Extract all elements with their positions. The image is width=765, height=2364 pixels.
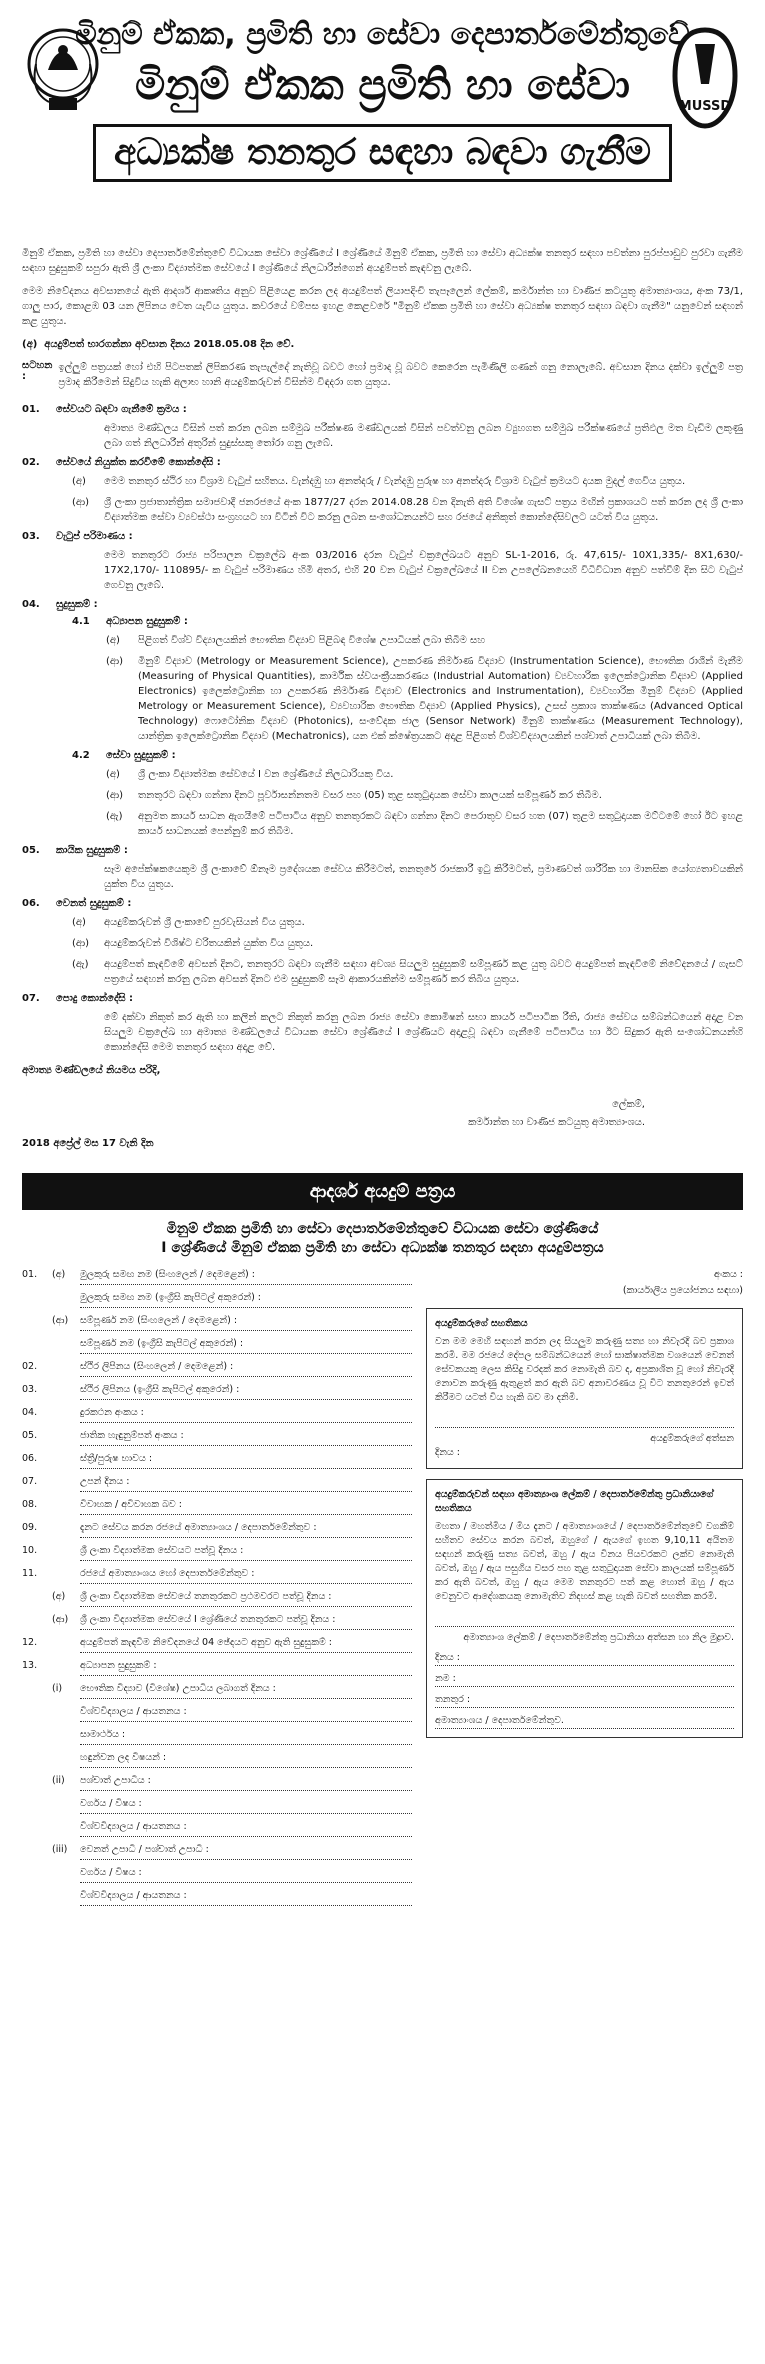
field-label: භෞතික විද්‍යාව (විශේෂ) උපාධිය ලබාගත් දිනය : — [80, 1682, 412, 1699]
field-number: 11. — [22, 1568, 38, 1579]
department-line: මිනුම් ඒකක, ප්‍රමිති හා සේවා දෙපාර්තමේන්තුවේ — [75, 17, 690, 52]
note-text: ඉල්ලුම් පත්‍රයක් හෝ එහි පිටපතක් ලිපිකරණ තැපැල්දේ නැතිවූ බවට හෝ ප්‍රමාද වූ බවට කෙරෙන පැමිණිලි ගණන් ගනු නොලැබේ. අවසාන දිනය දක්වා ඉල්ලුම් පත්‍ර ප්‍රමාද කිරීමෙන් සිදුවිය හැකි අලාභ හානි අයදුම්කරුවන් විසින්ම විඳදරා ගත යුතුය. — [58, 362, 743, 388]
logo-text: MUSSD — [678, 99, 732, 114]
field-label: විශ්වවිද්‍යාලය / ආයතනය : — [80, 1820, 412, 1837]
field-number — [22, 1889, 46, 1906]
section-number: 06. — [22, 898, 40, 909]
item-label: (ආ) — [72, 938, 90, 949]
field-number — [22, 1843, 46, 1860]
field-sublabel — [52, 1567, 74, 1584]
item-label: (ඇ) — [106, 811, 123, 822]
field-sublabel — [52, 1797, 74, 1814]
form-field[interactable] — [22, 1475, 412, 1492]
closing-date: (අ) අයදුම්පත් භාරගන්නා අවසාන දිනය 2018.05.08 දින වේ. — [22, 339, 295, 350]
item-text: මිනුම් විද්‍යාව (Metrology or Measurement Science), උපකරණ නිර්මාණ විද්‍යාව (Instrumentation Science), භෞතික රාශීන් මැනීම (Measuring of Physical Quantities), කාර්මික ස්වයංක්‍රීයකරණය (Industrial Automation) ව්‍යවහාරික ඉලෙක්ට්‍රොනික විද්‍යාව (Applied Electronics) ඉලෙක්ට්‍රොනික හා උපකරණ නිර්මාණ විද්‍යාව (Electronics and Instrumentation), ව්‍යවහාරික මිනුම් විද්‍යාව (Applied Metrology or Measurement Science), ව්‍යවහාරික භෞතික විද්‍යාව (Applied Physics), උසස් ප්‍රකාශ තාක්ෂණය (Advanced Optical Technology) ෆොටෝනික විද්‍යාව (Photonics), සංවේදක ජාල (Sensor Network) මිනුම් තාක්ෂණය (Measurement Technology), යාන්ත්‍රික ඉලෙක්ට්‍රොනික විද්‍යාව (Mechatronics), යන එක් ක්ෂේත්‍රයකට අදාළ පිළිගත් විශ්වවිද්‍යාලයකින් පශ්චාත් උපාධියක් ලබා තිබීම. — [138, 656, 743, 742]
form-field[interactable] — [22, 1314, 412, 1331]
intro-paragraph: මිනුම් ඒකක, ප්‍රමිති හා සේවා දෙපාර්තමේන්තුවේ විධායක සේවා ශ්‍රේණියේ I ශ්‍රේණියේ මිනුම් ඒකක, ප්‍රමිති හා සේවා අධ්‍යක්ෂ තනතුර සඳහා පවත්නා පුරප්පාඩුව පුරවා ගැනීම සඳහා සුදුසුකම් සපුරා ඇති ශ්‍රී ලංකා විද්‍යාත්මක සේවයේ I ශ්‍රේණියේ නිලධාරීන්ගෙන් අයදුම්පත් කැඳවනු ලැබේ. — [22, 248, 743, 274]
page-subtitle: අධ්‍යක්ෂ තනතුර සඳහා බඳවා ගැනීම — [93, 124, 672, 182]
section-title — [10, 845, 755, 856]
sections-2 — [10, 845, 755, 1055]
form-field[interactable] — [22, 1659, 412, 1676]
section-body — [10, 862, 755, 892]
section-heading: පොදු කොන්දේසි : — [56, 993, 134, 1004]
form-field[interactable] — [22, 1866, 412, 1883]
signature-block — [10, 1096, 755, 1132]
section — [10, 457, 755, 525]
section — [10, 531, 755, 593]
form-field[interactable] — [22, 1383, 412, 1400]
section-heading: සේවයේ නියුක්ත කරවීමේ කොන්දේසි : — [56, 457, 221, 468]
item-text: අමාත්‍ය මණ්ඩලය විසින් පත් කරන ලබන සම්මුඛ පරීක්ෂණ මණ්ඩලයක් විසින් පවත්වනු ලබන ව්‍යුහගත සම්මුඛ පරීක්ෂණයේ ප්‍රතිඵල මත වැඩිම ලකුණු ලබා ගත් නිලධාරීන් අතුරින් සුදුස්සකු තෝරා ගනු ලැබේ. — [104, 423, 743, 449]
section-item — [72, 421, 743, 451]
form-certificates — [426, 1268, 743, 1912]
field-sublabel — [52, 1659, 74, 1676]
field-label: විශ්වවිද්‍යාලය / ආයතනය : — [80, 1705, 412, 1722]
qualification-item — [106, 654, 743, 744]
field-sublabel — [52, 1866, 74, 1883]
field-sublabel — [52, 1475, 74, 1492]
field-sublabel: (ආ) — [52, 1614, 69, 1625]
item-label: (අ) — [72, 917, 86, 928]
form-field[interactable] — [22, 1429, 412, 1446]
section-item — [72, 936, 743, 951]
form-field[interactable] — [22, 1820, 412, 1837]
section-title — [10, 898, 755, 909]
intro-paragraph: මෙම නිවේදනය අවසානයේ ඇති ආදර්ශ ආකෘතිය අනුව පිළියෙළ කරන ලද අයදුම්පත් ලියාපදිංචි තැපෑලෙන් ලේකම්, කර්මාන්ත හා වාණිජ කටයුතු අමාත්‍යාංශය, අංක 73/1, ගාලු පාර, කොළඹ 03 යන ලිපිනය වෙත යැවිය යුතුය. කවරයේ වම්පස ඉහළ කෙළවරේ "මිනුම් ඒකක ප්‍රමිති හා සේවා අධ්‍යක්ෂ තනතුර සඳහා බඳවා ගැනීම" යනුවෙන් සඳහන් කළ යුතුය. — [22, 286, 743, 327]
section — [10, 845, 755, 892]
field-number — [22, 1337, 46, 1354]
field-sublabel: (i) — [52, 1683, 63, 1694]
section-body — [10, 548, 755, 593]
field-number: 13. — [22, 1660, 38, 1671]
footer-field[interactable]: අමාත්‍යාංශය / දෙපාර්තමේන්තුව. — [435, 1714, 734, 1729]
mussd-logo-icon — [669, 24, 741, 134]
section-number: 05. — [22, 845, 40, 856]
applicant-certificate: අයදුම්කරුගේ සහතිකය වන මම මෙහි සඳහන් කරන ලද සියලුම කරුණු සත්‍ය හා නිවැරදි බව ප්‍රකාශ කරමි. මම රජයේ දේපල සම්බන්ධයෙන් හෝ සාක්ෂාත්මක වශයෙන් වෙනත් සේවකයකු ලෙස කිසිදු වරදක් කර නොමැති බව ද, අප්‍රකාශිත වූ හෝ නිවැරදි නොවන කරුණු ඇතුළත් කර ඇති බව අනාවරණය වූ විට තනතුරෙන් ඉවත් කිරීමට යටත් විය හැකි බව මා දනිමි. අයදුම්කරුගේ අත්සන දිනය : — [426, 1308, 743, 1469]
section-heading: වෙනත් සුදුසුකම් : — [56, 898, 132, 909]
form-field[interactable] — [22, 1291, 412, 1308]
field-label: ශ්‍රී ලංකා විද්‍යාත්මක සේවයේ I ශ්‍රේණියේ තනතුරකට පත්වූ දිනය : — [80, 1613, 412, 1630]
applicant-signature-line[interactable] — [435, 1413, 734, 1428]
field-label: ජාතික හැඳුනුම්පත් අංකය : — [80, 1429, 412, 1446]
form-field[interactable] — [22, 1682, 412, 1699]
field-number — [22, 1314, 46, 1331]
form-field[interactable] — [22, 1613, 412, 1630]
education-qualifications — [72, 633, 743, 744]
form-field[interactable] — [22, 1590, 412, 1607]
footer-field[interactable]: තනතුර : — [435, 1693, 734, 1708]
qualification-item — [106, 767, 743, 782]
field-label: දැනට සේවය කරන රජයේ අමාත්‍යාංශය / දෙපාර්තමේන්තුව : — [80, 1521, 412, 1538]
field-number: 02. — [22, 1361, 38, 1372]
item-label: (ආ) — [72, 497, 90, 508]
form-field[interactable] — [22, 1498, 412, 1515]
field-number — [22, 1751, 46, 1768]
item-label: (අ) — [106, 769, 120, 780]
section-item — [72, 1010, 743, 1055]
field-number: 08. — [22, 1499, 38, 1510]
field-sublabel — [52, 1705, 74, 1722]
item-label: (ආ) — [106, 790, 124, 801]
form-field[interactable] — [22, 1705, 412, 1722]
section-title — [10, 457, 755, 468]
field-sublabel — [52, 1360, 74, 1377]
field-number: 03. — [22, 1384, 38, 1395]
field-sublabel — [52, 1636, 74, 1653]
section-item — [72, 474, 743, 489]
section-heading: සේවයට බඳවා ගැනීමේ ක්‍රමය : — [56, 404, 187, 415]
field-label: සම්පූර්ණ නම (ඉංග්‍රීසි කැපිටල් අකුරෙන්) : — [80, 1337, 412, 1354]
field-sublabel — [52, 1820, 74, 1837]
section — [10, 898, 755, 987]
service-qualifications — [72, 767, 743, 839]
office-use-number: අංකය : — [713, 1269, 743, 1280]
section-item — [72, 495, 743, 525]
field-number: 10. — [22, 1545, 38, 1556]
signature-role: ලේකම්, — [612, 1099, 645, 1110]
field-sublabel — [52, 1452, 74, 1469]
form-field[interactable] — [22, 1337, 412, 1354]
item-text: අයදුම්කරුවන් විශිෂ්ට චරිතයකින් යුක්ත විය යුතුය. — [104, 938, 314, 949]
item-text: ශ්‍රී ලංකා විද්‍යාත්මක සේවයේ I වන ශ්‍රේණියේ නිලධාරියකු විය. — [138, 769, 394, 780]
field-label: වෙනත් උපාධි / පශ්චාත් උපාධි : — [80, 1843, 412, 1860]
field-number: 05. — [22, 1430, 38, 1441]
field-label: ශ්‍රී ලංකා විද්‍යාත්මක සේවයේ තනතුරකට ප්‍රථමවරට පත්වූ දිනය : — [80, 1590, 412, 1607]
field-number: 12. — [22, 1637, 38, 1648]
section-item — [72, 862, 743, 892]
note-label: සටහන : — [22, 360, 53, 382]
field-number: 01. — [22, 1269, 38, 1280]
field-label: අධ්‍යාපන සුදුසුකම් : — [80, 1659, 412, 1676]
field-label: රජයේ අමාත්‍යාංශය හෝ දෙපාර්තමේන්තුව : — [80, 1567, 412, 1584]
form-field[interactable] — [22, 1636, 412, 1653]
field-sublabel: (අ) — [52, 1591, 66, 1602]
section-qualifications: 04. සුදුසුකම් : 4.1 අධ්‍යාපන සුදුසුකම් : (අ) පිළිගත් විශ්ව විද්‍යාලයකින් භෞතික විද්‍යාව පිළිබඳ විශේෂ උපාධියක් ලබා තිබීම සහ (ආ) මිනුම් විද්‍යාව (Metrology or Measurement Science), උපකරණ නිර්මාණ විද්‍යාව (Instrumentation Science), භෞතික රාශීන් මැනීම (Measuring of Physical Quantities), කාර්මික ස්වයංක්‍රීයකරණය (Industrial Automation) ව්‍යවහාරික ඉලෙක්ට්‍රොනික විද්‍යාව (Applied Electronics) ඉලෙක්ට්‍රොනික හා උපකරණ නිර්මාණ විද්‍යාව (Electronics and Instrumentation), ව්‍යවහාරික මිනුම් විද්‍යාව (Applied Metrology or Measurement Science), ව්‍යවහාරික භෞතික විද්‍යාව (Applied Physics), උසස් ප්‍රකාශ තාක්ෂණය (Advanced Optical Technology) ෆොටෝනික විද්‍යාව (Photonics), සංවේදක ජාල (Sensor Network) මිනුම් තාක්ෂණය (Measurement Technology), යාන්ත්‍රික ඉලෙක්ට්‍රොනික විද්‍යාව (Mechatronics), යන එක් ක්ෂේත්‍රයකට අදාළ පිළිගත් විශ්වවිද්‍යාලයකින් පශ්චාත් උපාධියක් ලබා තිබීම. 4.2 සේවා සුදුසුකම් : (අ) ශ්‍රී ලංකා විද්‍යාත්මක සේවයේ I වන ශ්‍රේණියේ නිලධාරියකු විය. (ආ) තනතුරට බඳවා ගන්නා දිනට පූර්වාසන්නතම වසර පහ (05) තුළ සතුටුදායක සේවා කාලයක් සම්පූර්ණ කර තිබීම. (ඇ) අනුමත කාර්ය සාධන ඇගයීමේ පටිපාටිය අනුව තනතුරකට බඳවා ගන්නා දිනට පෙරාතුව වසර හත (07) තුළම සතුටුදායක මට්ටමේ හෝ ඊට ඉහළ කාර්ය සාධනයක් පෙන්නුම් කර තිබීම. — [22, 599, 743, 837]
note — [10, 360, 755, 398]
head-signature-line[interactable] — [435, 1612, 734, 1627]
field-label: ස්ථිර ලිපිනය (සිංහලෙන් / දෙමළෙන්) : — [80, 1360, 412, 1377]
section-title — [10, 404, 755, 415]
item-label — [72, 421, 96, 451]
field-label: සාමාර්ථය : — [80, 1728, 412, 1745]
section-item — [72, 915, 743, 930]
section — [10, 993, 755, 1055]
form-field[interactable] — [22, 1406, 412, 1423]
field-sublabel — [52, 1521, 74, 1538]
field-number: 09. — [22, 1522, 38, 1533]
section-number: 01. — [22, 404, 40, 415]
field-number — [22, 1728, 46, 1745]
field-number — [22, 1682, 46, 1699]
field-sublabel: (අ) — [52, 1269, 66, 1280]
field-number — [22, 1866, 46, 1883]
application-form — [10, 1268, 755, 1912]
section-number: 02. — [22, 457, 40, 468]
header — [10, 16, 755, 246]
footer-field[interactable]: නම : — [435, 1672, 734, 1687]
sri-lanka-emblem-icon — [24, 22, 102, 117]
field-sublabel — [52, 1383, 74, 1400]
form-field[interactable] — [22, 1843, 412, 1860]
field-number — [22, 1613, 46, 1630]
field-label: දුරකථන අංකය : — [80, 1406, 412, 1423]
form-field[interactable] — [22, 1889, 412, 1906]
section-heading: කායික සුදුසුකම් : — [56, 845, 128, 856]
item-label: (ඇ) — [72, 959, 89, 970]
field-label: මුලකුරු සමඟ නම (සිංහලෙන් / දෙමළෙන්) : — [80, 1268, 412, 1285]
item-text: පිළිගත් විශ්ව විද්‍යාලයකින් භෞතික විද්‍යාව පිළිබඳ විශේෂ උපාධියක් ලබා තිබීම සහ — [138, 635, 486, 646]
section-item — [72, 548, 743, 593]
section — [10, 404, 755, 451]
item-label: (අ) — [72, 476, 86, 487]
item-label — [72, 1010, 96, 1055]
field-label: වර්ගය / විෂය : — [80, 1866, 412, 1883]
section-number: 07. — [22, 993, 40, 1004]
field-label: උපන් දිනය : — [80, 1475, 412, 1492]
field-number — [22, 1774, 46, 1791]
field-number: 07. — [22, 1476, 38, 1487]
page-title: මිනුම් ඒකක ප්‍රමිති හා සේවා — [135, 60, 630, 109]
field-label: විවාහක / අවිවාහක බව : — [80, 1498, 412, 1515]
item-text: සෑම අපේක්ෂකයෙකුම ශ්‍රී ලංකාවේ ඕනෑම ප්‍රදේශයක සේවය කිරීමටත්, තනතුරේ රාජකාරී ඉටු කිරීමටත්, ප්‍රමාණවත් ශාරීරික හා මානසික යෝග්‍යතාවයකින් යුක්ත විය යුතුය. — [104, 864, 743, 890]
field-sublabel — [52, 1406, 74, 1423]
field-sublabel — [52, 1751, 74, 1768]
item-text: මෙම තනතුර ස්ථිර හා විශ්‍රාම වැටුප් සහිතය. වැන්දඹු හා අනත්දරු / වැන්දඹු පුරුෂ හා අනත්දරු විශ්‍රාම වැටුප් ක්‍රමයට දායක මුදල් ගෙවිය යුතුය. — [104, 476, 686, 487]
section-body — [10, 474, 755, 525]
field-label: විශ්වවිද්‍යාලය / ආයතනය : — [80, 1889, 412, 1906]
item-text: අයදුම්කරුවන් ශ්‍රී ලංකාවේ පුරවැසියන් විය යුතුය. — [104, 917, 305, 928]
form-fields — [22, 1268, 412, 1912]
item-label: (ආ) — [106, 656, 124, 667]
form-field[interactable] — [22, 1521, 412, 1538]
footer-field[interactable]: දිනය : — [435, 1651, 734, 1666]
section-body — [10, 915, 755, 987]
form-field[interactable] — [22, 1452, 412, 1469]
field-sublabel — [52, 1429, 74, 1446]
item-text: අනුමත කාර්ය සාධන ඇගයීමේ පටිපාටිය අනුව තනතුරකට බඳවා ගන්නා දිනට පෙරාතුව වසර හත (07) තුළම සතුටුදායක මට්ටමේ හෝ ඊට ඉහළ කාර්ය සාධනයක් පෙන්නුම් කර තිබීම. — [138, 811, 743, 837]
form-field[interactable] — [22, 1797, 412, 1814]
item-label: (අ) — [106, 635, 120, 646]
field-label: සම්පූර්ණ නම (සිංහලෙන් / දෙමළෙන්) : — [80, 1314, 412, 1331]
section-heading: වැටුප් පරිමාණය : — [56, 531, 133, 542]
form-field[interactable] — [22, 1544, 412, 1561]
signature-ministry: කර්මාන්ත හා වාණිජ කටයුතු අමාත්‍යාංශය. — [468, 1117, 645, 1128]
field-label: ස්ත්‍රී/පුරුෂ භාවය : — [80, 1452, 412, 1469]
field-number — [22, 1590, 46, 1607]
head-of-department-certificate: අයදුම්කරුවන් සඳහා අමාත්‍යාංශ ලේකම් / දෙපාර්තමේන්තු ප්‍රධානියාගේ සහතිකය මහතා / මහත්මිය / මිය දැනට / අමාත්‍යාංශයේ / දෙපාර්තමේන්තුවේ වගකීම් සහිතව සේවය කරන බවත්, ඔහුගේ / ඇයගේ ඉහත 9,10,11 අයිතම සඳහන් කරුණු සත්‍ය බවත්, ඔහු / ඇය විනය පියවරකට ලක්ව නොමැති බවත්, ඔහු / ඇය පසුගිය වසර පහ තුළ සතුටුදායක සේවා කාලයක් සම්පූර්ණ කර ඇති බවත්, ඔහු / ඇය මෙම තනතුරට පත් කළ හොත් ඔහු / ඇය වෙනුවට ආදේශකයකු නොමැතිව නිදහස් කළ හැකි බවත් සහතික කරමි. අමාත්‍යාංශ ලේකම් / දෙපාර්තමේන්තු ප්‍රධානියා අත්සන හා නිල මුද්‍රාව. දිනය : නම : තනතුර : අමාත්‍යාංශය / දෙපාර්තමේන්තුව. — [426, 1479, 743, 1738]
sections — [10, 404, 755, 593]
field-number — [22, 1291, 46, 1308]
form-field[interactable] — [22, 1567, 412, 1584]
field-label: පශ්චාත් උපාධිය : — [80, 1774, 412, 1791]
field-number: 06. — [22, 1453, 38, 1464]
field-sublabel — [52, 1291, 74, 1308]
intro — [10, 246, 755, 352]
field-number — [22, 1820, 46, 1837]
field-label: ස්ථිර ලිපිනය (ඉංග්‍රීසි කැපිටල් අකුරෙන්) : — [80, 1383, 412, 1400]
field-sublabel: (ii) — [52, 1775, 65, 1786]
qualification-item — [106, 788, 743, 803]
item-text: මෙම තනතුරට රාජ්‍ය පරිපාලන චක්‍රලේඛ අංක 03/2016 දරන වැටුප් චක්‍රලේඛයට අනුව SL-1-2016, රු. 47,615/- 10X1,335/- 8X1,630/- 17X2,170/- 110895/- ක වැටුප් පරිමාණය හිමි අතර, එහි 20 වන වැටුප් චක්‍රලේඛයේ II වන උපලේඛනයෙහි විධිවිධාන අනුව පත්වීම් දින සිට වැටුප් ගෙවනු ලැබේ. — [104, 550, 743, 591]
section-body — [10, 1010, 755, 1055]
form-field[interactable] — [22, 1268, 412, 1285]
item-label — [72, 862, 96, 892]
form-banner: ආදර්ශ අයදුම් පත්‍රය — [22, 1173, 743, 1210]
item-label — [72, 548, 96, 593]
section-item — [72, 957, 743, 987]
field-sublabel — [52, 1728, 74, 1745]
field-sublabel: (ආ) — [52, 1315, 69, 1326]
field-number — [22, 1797, 46, 1814]
field-label: අයදුම්පත් කැඳවීම නිවේදනයේ 04 ඡේදයට අනුව ඇති සුදුසුකම් : — [80, 1636, 412, 1653]
field-number: 04. — [22, 1407, 38, 1418]
form-field[interactable] — [22, 1360, 412, 1377]
field-sublabel — [52, 1544, 74, 1561]
notice-date: 2018 අප්‍රේල් මස 17 වැනි දින — [22, 1138, 154, 1149]
form-field[interactable] — [22, 1751, 412, 1768]
item-text: අයදුම්පත් කැඳවීමේ අවසන් දිනට, තනතුරට බඳවා ගැනීම සඳහා අවශ්‍ය සියලුම සුදුසුකම් සම්පූර්ණ කළ යුතු බවට අයදුම්පත් කැඳවීමේ නිවේදනයේ / ගැසට් පත්‍රයේ සඳහන් කරනු ලබන අවසන් දිනට එම සුදුසුකම් සෑම ආකාරයකින්ම සම්පූර්ණ කර තිබිය යුතුය. — [104, 959, 743, 985]
section-number: 03. — [22, 531, 40, 542]
field-label: වර්ගය / විෂය : — [80, 1797, 412, 1814]
section-body — [10, 421, 755, 451]
gazette-page — [10, 0, 755, 1912]
field-number — [22, 1705, 46, 1722]
field-label: ශ්‍රී ලංකා විද්‍යාත්මක සේවයට පත්වූ දිනය : — [80, 1544, 412, 1561]
qualification-item — [106, 809, 743, 839]
item-text: ශ්‍රී ලංකා ප්‍රජාතාන්ත්‍රික සමාජවාදී ජනරජයේ අංක 1877/27 දරන 2014.08.28 වන දිනැති අති විශේෂ ගැසට් පත්‍රය මඟින් ප්‍රකාශයට පත් කරන ලද ශ්‍රී ලංකා විද්‍යාත්මක සේවා ව්‍යවස්ථා සංග්‍රහයට හා විටින් විට කරනු ලබන සංශෝධනයන්ට සහ රජයේ අනිකුත් කොන්දේසිවලට යටත් විය යුතුය. — [104, 497, 743, 523]
section-title — [10, 993, 755, 1004]
field-sublabel — [52, 1337, 74, 1354]
office-use-note: (කාර්යාලීය ප්‍රයෝජනය සඳහා) — [622, 1285, 743, 1296]
item-text: තනතුරට බඳවා ගන්නා දිනට පූර්වාසන්නතම වසර පහ (05) තුළ සතුටුදායක සේවා කාලයක් සම්පූර්ණ කර තිබීම. — [138, 790, 602, 801]
form-field[interactable] — [22, 1728, 412, 1745]
field-label: හඳුන්වන ලද විෂයන් : — [80, 1751, 412, 1768]
field-sublabel — [52, 1498, 74, 1515]
field-sublabel: (iii) — [52, 1844, 68, 1855]
order-line: අමාත්‍ය මණ්ඩලයේ නියමය පරිදි, — [22, 1065, 161, 1076]
form-field[interactable] — [22, 1774, 412, 1791]
item-text: මේ දක්වා නිකුත් කර ඇති හා කලින් කලට නිකුත් කරනු ලබන රාජ්‍ය සේවා කොමිෂන් සභා කාර්ය පටිපාටික රීති, රාජ්‍ය සේවය සම්බන්ධයෙන් අදාළ වන සියලුම චක්‍රලේඛ හා අමාත්‍ය මණ්ඩලයේ විධායක සේවා ශ්‍රේණියේ I ශ්‍රේණියට අදාළවූ බඳවා ගැනීමේ පටිපාටිය හා ඊට සිදුකර ඇති සංශෝධනයන්හි කොන්දේසි මෙම තනතුර සඳහා අදාළ වේ. — [104, 1012, 743, 1053]
field-sublabel — [52, 1889, 74, 1906]
qualification-item — [106, 633, 743, 648]
form-title: මිනුම් ඒකක ප්‍රමිති හා සේවා දෙපාර්තමේන්තුවේ විධායක සේවා ශ්‍රේණියේ I ශ්‍රේණියේ මිනුම් ඒකක ප්‍රමිති හා සේවා අධ්‍යක්ෂ තනතුර සඳහා අයදුම්පත්‍රය — [161, 1221, 604, 1256]
section-title — [10, 531, 755, 542]
field-label: මුලකුරු සමඟ නම (ඉංග්‍රීසි කැපිටල් අකුරෙන්) : — [80, 1291, 412, 1308]
